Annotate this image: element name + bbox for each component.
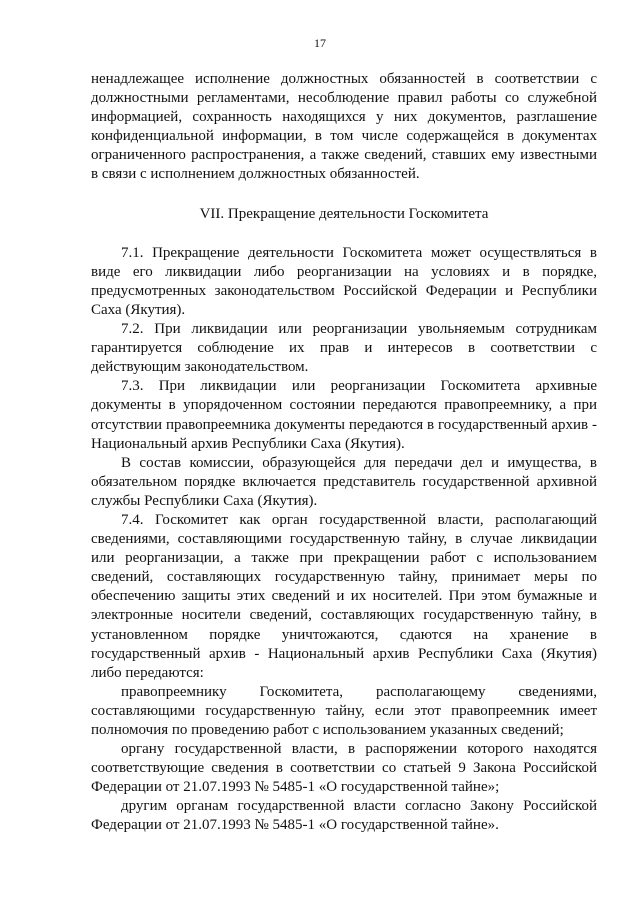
section-title: VII. Прекращение деятельности Госкомитета [199, 205, 489, 222]
paragraph-7-3: 7.3. При ликвидации или реорганизации Госкомитета архивные документы в упорядоченном состоянии передаются правопреемнику, а при отсутствии правопреемника документы передаются в государственный архив - Национальный архив Республики Саха (Якутия). [91, 378, 597, 452]
paragraph-7-4-other-bodies: другим органам государственной власти согласно Закону Российской Федерации от 21.07.1993 № 5485-1 «О государственной тайне». [91, 798, 597, 834]
paragraph-7-4-successor: правопреемнику Госкомитета, располагающему сведениями, составляющими государственную тайну, если этот правопреемник имеет полномочия по проведению работ с использованием указанных сведений; [91, 683, 597, 738]
paragraph-continuation: ненадлежащее исполнение должностных обязанностей в соответствии с должностными регламентами, несоблюдение правил работы со служебной информацией, сохранность находящихся у них документов, разглашение конфиденциальной информации, в том числе содержащейся в документах ограниченного распространения, а также сведений, ставших ему известными в связи с исполнением должностных обязанностей. [91, 71, 597, 183]
paragraph-7-1: 7.1. Прекращение деятельности Госкомитета может осуществляться в виде его ликвидации либо реорганизации на условиях и в порядке, предусмотренных законодательством Российской Федерации и Республики Саха (Якутия). [91, 244, 597, 318]
paragraph-7-4: 7.4. Госкомитет как орган государственной власти, располагающий сведениями, составляющими государственную тайну, в случае ликвидации или реорганизации, а также при прекращении работ с использованием сведений, составляющих государственную тайну, принимает меры по обеспечению защиты этих сведений и их носителей. При этом бумажные и электронные носители сведений, составляющих государственную тайну, в установленном порядке уничтожаются, сдаются на хранение в государственный архив - Национальный архив Республики Саха (Якутия) либо передаются: [91, 511, 597, 681]
page-number: 17 [314, 36, 326, 50]
paragraph-7-2: 7.2. При ликвидации или реорганизации увольняемым сотрудникам гарантируется соблюдение их прав и интересов в соответствии с действующим законодательством. [91, 321, 597, 376]
paragraph-7-4-state-body: органу государственной власти, в распоряжении которого находятся соответствующие сведения в соответствии со статьей 9 Закона Российской Федерации от 21.07.1993 № 5485-1 «О государственной тайне»; [91, 741, 597, 796]
paragraph-7-3-commission: В состав комиссии, образующейся для передачи дел и имущества, в обязательном порядке включается представитель государственной архивной службы Республики Саха (Якутия). [91, 454, 597, 509]
document-body [91, 70, 597, 836]
